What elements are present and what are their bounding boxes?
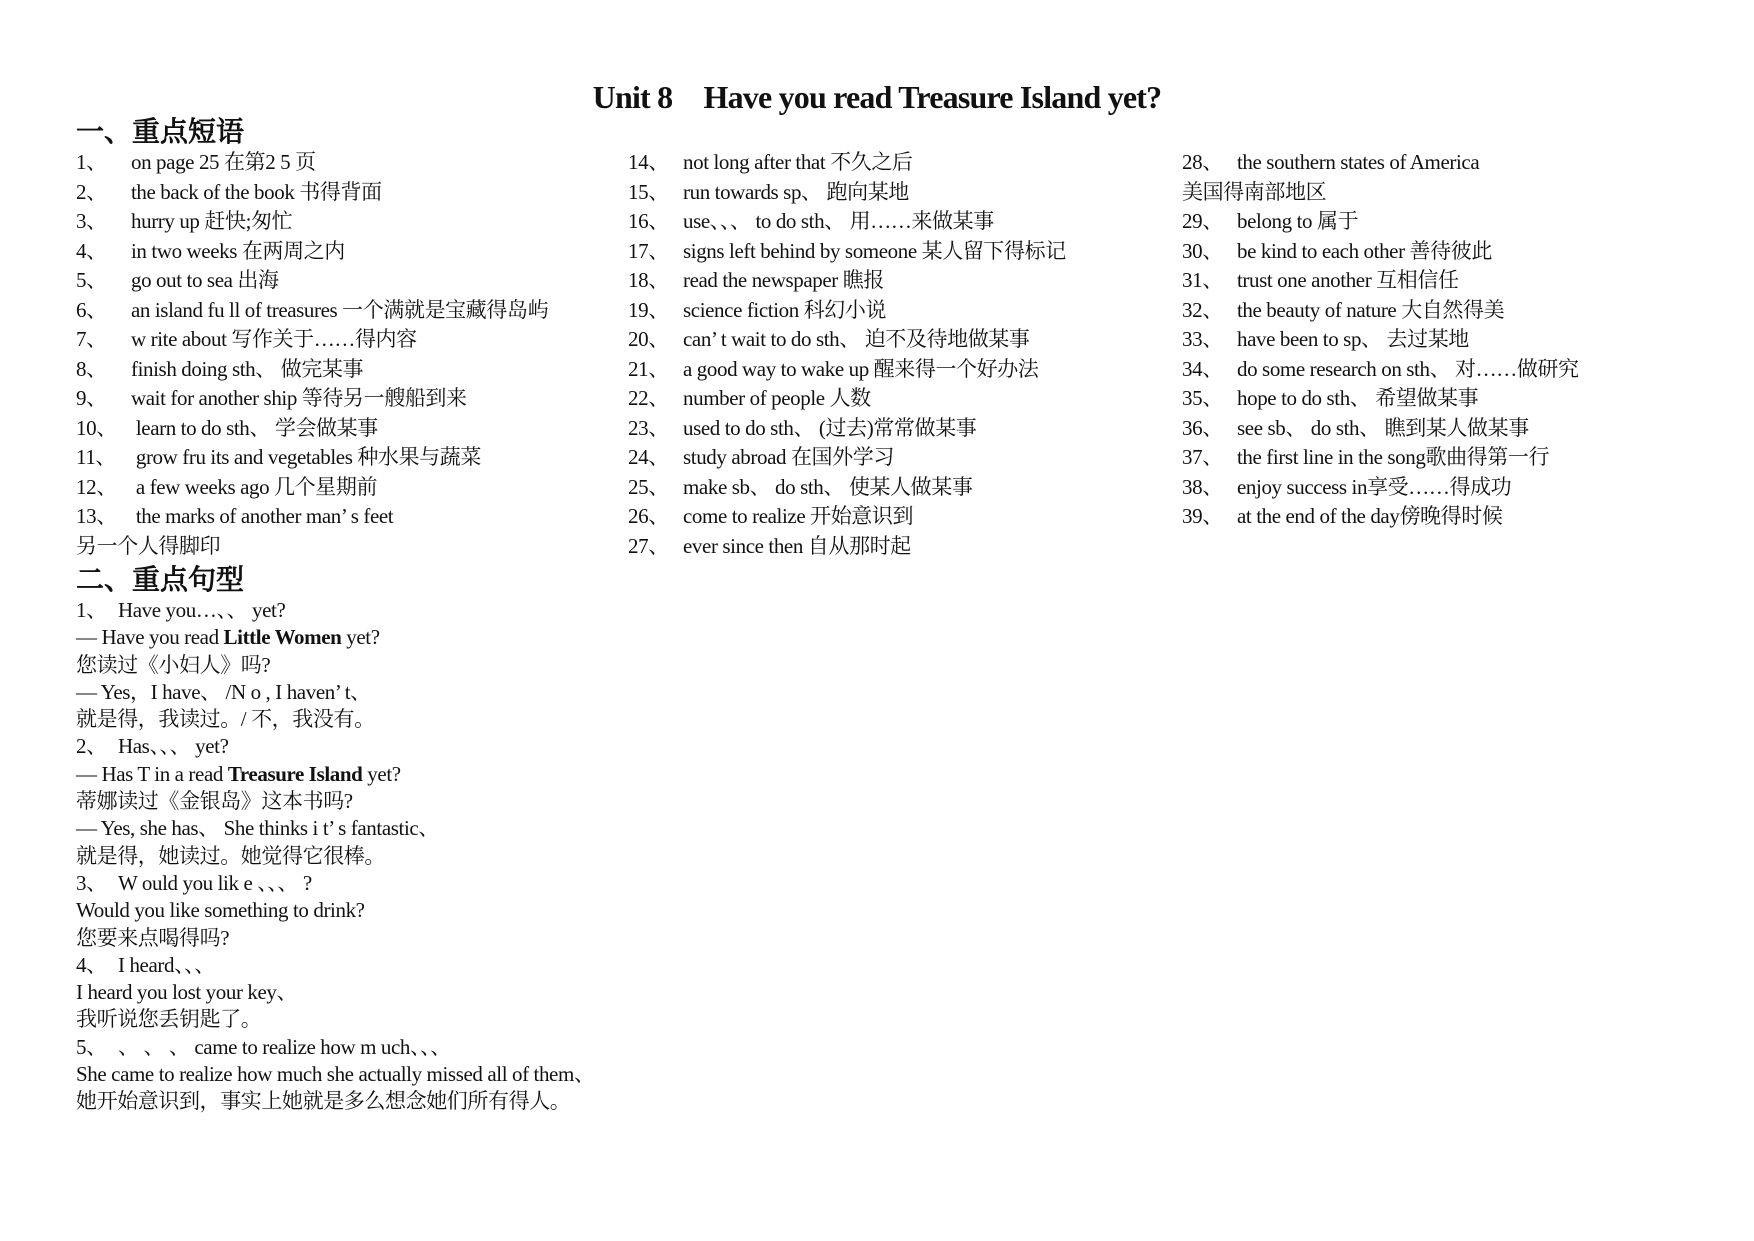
- item-text: make sb、 do sth、 使某人做某事: [683, 474, 973, 499]
- item-number: 18、: [628, 268, 669, 292]
- item-number: 33、: [1182, 327, 1223, 351]
- pattern-3: [76, 870, 595, 897]
- phrase-item: [628, 414, 1066, 444]
- item-text: the southern states of America: [1237, 150, 1480, 174]
- phrase-item: [76, 207, 548, 237]
- phrase-item: [76, 414, 548, 444]
- item-text: trust one another 互相信任: [1237, 268, 1459, 292]
- phrase-column-2: [628, 148, 1066, 561]
- item-text: the marks of another man’ s feet: [131, 504, 394, 528]
- page-title: Unit 8 Have you read Treasure Island yet?: [592, 79, 1162, 115]
- phrase-item: [76, 473, 548, 503]
- item-text: hope to do sth、 希望做某事: [1237, 386, 1479, 410]
- phrase-item: [1182, 325, 1579, 355]
- item-number: 9、: [76, 386, 107, 410]
- phrase-item: [628, 207, 1066, 237]
- phrase-item: [628, 355, 1066, 385]
- item-text: on page 25 在第2 5 页: [131, 150, 316, 174]
- item-number: 5、: [76, 268, 107, 292]
- text-part: yet?: [362, 761, 401, 786]
- item-number: 10、: [76, 415, 117, 440]
- item-text: go out to sea 出海: [131, 268, 279, 292]
- item-number: 30、: [1182, 238, 1223, 263]
- phrase-item: [628, 502, 1066, 532]
- phrase-column-3: [1182, 148, 1579, 532]
- item-number: 19、: [628, 297, 669, 322]
- phrase-item: [1182, 148, 1579, 178]
- item-number: 22、: [628, 386, 669, 410]
- item-number: 27、: [628, 533, 669, 558]
- item-number: 35、: [1182, 386, 1223, 410]
- example-line: Would you like something to drink?: [76, 898, 365, 923]
- phrase-item: [1182, 207, 1579, 237]
- phrase-item: [628, 148, 1066, 178]
- item-text: wait for another ship 等待另一艘船到来: [131, 386, 467, 410]
- item-text: W ould you lik e 、、、 ?: [118, 870, 312, 895]
- item-text: at the end of the day傍晚得时候: [1237, 504, 1503, 528]
- item-text: in two weeks 在两周之内: [131, 238, 345, 263]
- item-text: 另一个人得脚印: [76, 533, 221, 558]
- item-text: a few weeks ago 几个星期前: [131, 474, 378, 499]
- text-part: yet?: [341, 625, 380, 650]
- phrase-item: [628, 237, 1066, 267]
- phrase-item: [628, 384, 1066, 414]
- item-number: 24、: [628, 445, 669, 469]
- item-text: Has、、、 yet?: [118, 734, 229, 759]
- item-number: 28、: [1182, 150, 1223, 174]
- phrase-item: [76, 384, 548, 414]
- item-number: 2、: [76, 734, 107, 759]
- item-number: 12、: [76, 474, 117, 499]
- phrase-item: [628, 532, 1066, 562]
- pattern-2: [76, 733, 595, 760]
- translation-line: 我听说您丢钥匙了。: [76, 1007, 262, 1032]
- item-number: 1、: [76, 150, 107, 174]
- item-text: enjoy success in享受……得成功: [1237, 474, 1512, 499]
- example-line: I heard you lost your key、: [76, 980, 298, 1005]
- item-number: 8、: [76, 356, 107, 381]
- example-line: [76, 624, 595, 651]
- example-line: — Yes, she has、 She thinks i t’ s fantastic、: [76, 816, 439, 841]
- item-text: do some research on sth、 对……做研究: [1237, 356, 1579, 381]
- item-text: I heard、、、: [118, 952, 215, 977]
- item-number: 11、: [76, 445, 117, 469]
- item-text: 、 、 、 came to realize how m uch、、、: [118, 1034, 451, 1059]
- phrase-item: [1182, 473, 1579, 503]
- item-number: 5、: [76, 1034, 107, 1059]
- phrase-item: [1182, 414, 1579, 444]
- item-number: 36、: [1182, 415, 1223, 440]
- item-text: finish doing sth、 做完某事: [131, 356, 364, 381]
- item-text: not long after that 不久之后: [683, 150, 913, 174]
- item-number: 23、: [628, 415, 669, 440]
- phrase-item: [628, 296, 1066, 326]
- item-text: w rite about 写作关于……得内容: [131, 327, 417, 351]
- item-number: 32、: [1182, 297, 1223, 322]
- item-number: 20、: [628, 327, 669, 351]
- item-number: 6、: [76, 297, 107, 322]
- item-number: 39、: [1182, 504, 1223, 528]
- item-text: signs left behind by someone 某人留下得标记: [683, 238, 1066, 263]
- translation-line: 您读过《小妇人》吗?: [76, 652, 271, 677]
- example-line: She came to realize how much she actually missed all of them、: [76, 1062, 595, 1087]
- phrase-item: [76, 296, 548, 326]
- item-text: an island fu ll of treasures 一个满就是宝藏得岛屿: [131, 297, 549, 322]
- item-number: 26、: [628, 504, 669, 528]
- phrase-item: [1182, 384, 1579, 414]
- item-text: the back of the book 书得背面: [131, 179, 382, 204]
- item-text: see sb、 do sth、 瞧到某人做某事: [1237, 415, 1529, 440]
- phrase-item: [1182, 443, 1579, 473]
- translation-line: 就是得，她读过。她觉得它很棒。: [76, 843, 385, 868]
- item-number: 3、: [76, 209, 107, 233]
- item-text: have been to sp、 去过某地: [1237, 327, 1469, 351]
- section-heading-phrases: 一、重点短语: [76, 115, 245, 148]
- text-part: — Has T in a read: [76, 761, 228, 786]
- phrase-column-1: [76, 148, 548, 561]
- item-number: 4、: [76, 238, 107, 263]
- item-text: study abroad 在国外学习: [683, 445, 894, 469]
- item-number: 37、: [1182, 445, 1223, 469]
- sentence-patterns: [76, 597, 595, 1116]
- phrase-item: [76, 325, 548, 355]
- item-number: 38、: [1182, 474, 1223, 499]
- item-text: ever since then 自从那时起: [683, 533, 911, 558]
- item-text: read the newspaper 瞧报: [683, 268, 884, 292]
- phrase-item: [1182, 355, 1579, 385]
- section-heading-sentences: 二、重点句型: [76, 563, 245, 596]
- example-line: [76, 761, 595, 788]
- phrase-item: [76, 502, 548, 532]
- phrase-item: [76, 532, 548, 562]
- phrase-item: [76, 178, 548, 208]
- translation-line: 她开始意识到，事实上她就是多么想念她们所有得人。: [76, 1089, 571, 1114]
- item-text: be kind to each other 善待彼此: [1237, 238, 1492, 263]
- item-text: learn to do sth、 学会做某事: [131, 415, 378, 440]
- example-line: — Yes，I have、 /N o , I haven’ t、: [76, 679, 371, 704]
- item-text: grow fru its and vegetables 种水果与蔬菜: [131, 445, 481, 469]
- item-number: 3、: [76, 870, 107, 895]
- item-text: hurry up 赶快;匆忙: [131, 209, 293, 233]
- phrase-item: [628, 473, 1066, 503]
- item-number: 16、: [628, 209, 669, 233]
- item-number: 34、: [1182, 356, 1223, 381]
- item-text: belong to 属于: [1237, 209, 1359, 233]
- item-number: 25、: [628, 474, 669, 499]
- item-text: the beauty of nature 大自然得美: [1237, 297, 1505, 322]
- phrase-item: [76, 237, 548, 267]
- book-title: Treasure Island: [227, 761, 363, 786]
- phrase-item: [1182, 296, 1579, 326]
- item-number: 7、: [76, 327, 107, 351]
- item-number: 1、: [76, 598, 107, 622]
- pattern-1: [76, 597, 595, 624]
- phrase-item: [76, 266, 548, 296]
- phrase-item: [1182, 502, 1579, 532]
- text-part: — Have you read: [76, 625, 224, 650]
- pattern-4: [76, 952, 595, 979]
- phrase-item: [76, 355, 548, 385]
- translation-line: 就是得，我读过。/ 不，我没有。: [76, 707, 375, 732]
- item-text: 美国得南部地区: [1182, 179, 1327, 204]
- phrase-item: [628, 178, 1066, 208]
- item-text: number of people 人数: [683, 386, 871, 410]
- item-number: 21、: [628, 356, 669, 381]
- item-number: 2、: [76, 179, 107, 204]
- pattern-5: [76, 1034, 595, 1061]
- phrase-item: [1182, 178, 1579, 208]
- phrase-item: [1182, 266, 1579, 296]
- item-number: 14、: [628, 150, 669, 174]
- translation-line: 蒂娜读过《金银岛》这本书吗?: [76, 789, 353, 814]
- item-number: 29、: [1182, 209, 1223, 233]
- item-text: use、、、 to do sth、 用……来做某事: [683, 209, 994, 233]
- item-number: 15、: [628, 179, 669, 204]
- item-text: run towards sp、 跑向某地: [683, 179, 909, 204]
- translation-line: 您要来点喝得吗?: [76, 925, 230, 950]
- item-text: science fiction 科幻小说: [683, 297, 887, 322]
- item-text: used to do sth、 (过去)常常做某事: [683, 415, 977, 440]
- item-text: a good way to wake up 醒来得一个好办法: [683, 356, 1039, 381]
- phrase-item: [628, 325, 1066, 355]
- phrase-item: [628, 443, 1066, 473]
- item-text: the first line in the song歌曲得第一行: [1237, 445, 1550, 469]
- phrase-item: [76, 148, 548, 178]
- item-number: 17、: [628, 238, 669, 263]
- item-text: come to realize 开始意识到: [683, 504, 914, 528]
- item-number: 4、: [76, 952, 107, 977]
- book-title: Little Women: [223, 625, 342, 650]
- phrase-item: [1182, 237, 1579, 267]
- phrase-item: [76, 443, 548, 473]
- item-number: 13、: [76, 504, 117, 528]
- item-text: can’ t wait to do sth、 迫不及待地做某事: [683, 327, 1030, 351]
- item-number: 31、: [1182, 268, 1223, 292]
- phrase-item: [628, 266, 1066, 296]
- item-text: Have you…、、 yet?: [118, 598, 286, 622]
